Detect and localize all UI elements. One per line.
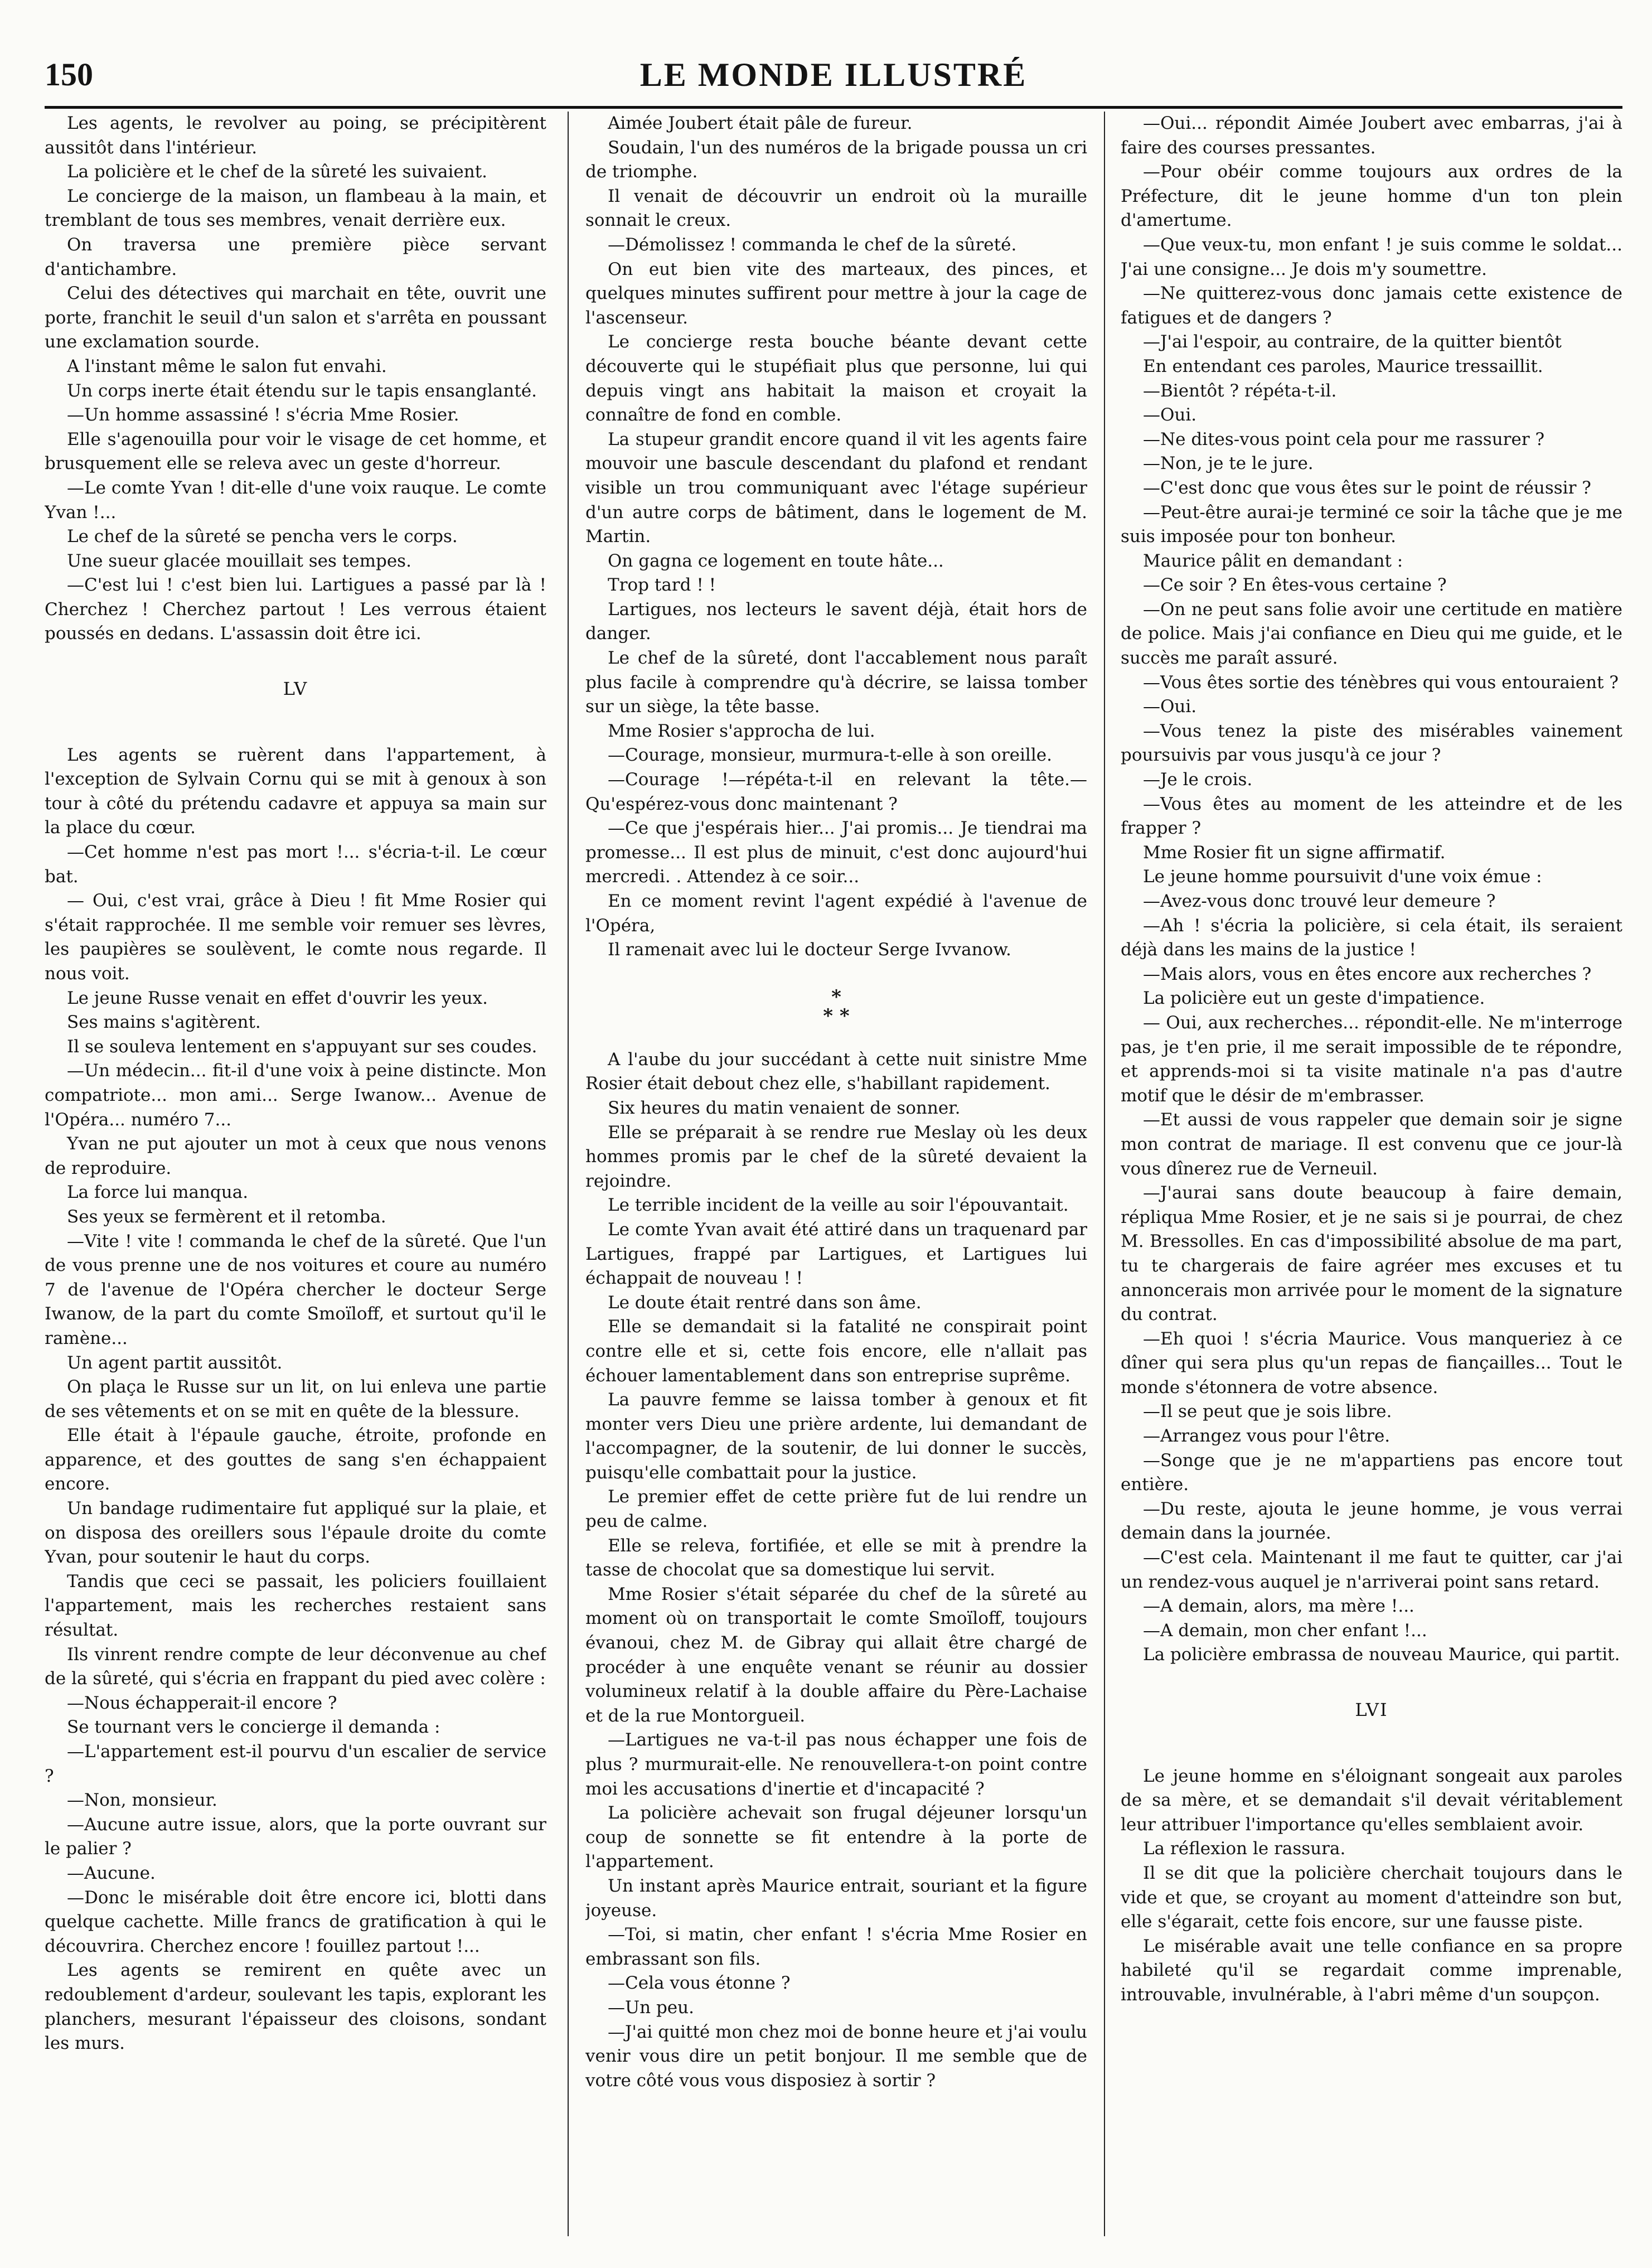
- paragraph: —Lartigues ne va-t-il pas nous échapper une fois de plus ? murmurait-elle. Ne renouvellera-t-on point contre moi les accusations d'inertie et d'incapacité ?: [585, 1730, 1087, 1799]
- paragraph: Elle s'agenouilla pour voir le visage de cet homme, et brusquement elle se releva avec un geste d'horreur.: [45, 429, 546, 474]
- paragraph: —Cet homme n'est pas mort !... s'écria-t-il. Le cœur bat.: [45, 842, 546, 887]
- page-number: 150: [45, 56, 93, 93]
- paragraph: —Avez-vous donc trouvé leur demeure ?: [1143, 891, 1496, 911]
- paragraph: On eut bien vite des marteaux, des pinces, et quelques minutes suffirent pour mettre à jour la cage de l'ascenseur.: [585, 259, 1087, 328]
- paragraph: A l'aube du jour succédant à cette nuit sinistre Mme Rosier était debout chez elle, s'habillant rapidement.: [585, 1049, 1087, 1094]
- paragraph: On traversa une première pièce servant d'antichambre.: [45, 234, 546, 279]
- paragraph: La réflexion le rassura.: [1143, 1839, 1346, 1859]
- paragraph: Aimée Joubert était pâle de fureur.: [608, 113, 913, 133]
- paragraph: Un corps inerte était étendu sur le tapis ensanglanté.: [67, 380, 537, 401]
- paragraph: —Un médecin... fit-il d'une voix à peine distincte. Mon compatriote... mon ami... Serge Iwanow... Avenue de l'Opéra... numéro 7...: [45, 1061, 546, 1130]
- text-column-3: [1121, 112, 1622, 2236]
- paragraph: —A demain, mon cher enfant !...: [1143, 1620, 1427, 1641]
- paragraph: —Songe que je ne m'appartiens pas encore tout entière.: [1121, 1450, 1622, 1495]
- paragraph: Le misérable avait une telle confiance en sa propre habileté qu'il se regardait comme imprenable, introuvable, invulnérable, à l'abri même d'un soupçon.: [1121, 1936, 1622, 2005]
- paragraph: Un instant après Maurice entrait, souriant et la figure joyeuse.: [585, 1875, 1087, 1921]
- paragraph: —Ce soir ? En êtes-vous certaine ?: [1143, 575, 1447, 596]
- paragraph: Ses yeux se fermèrent et il retomba.: [67, 1206, 386, 1227]
- paragraph: La stupeur grandit encore quand il vit les agents faire mouvoir une bascule descendant du plafond et rendant visible un trou communiquant avec l'étage supérieur d'un autre corps de bâtiment, dans le logement de M. Martin.: [585, 429, 1087, 547]
- paragraph: Mme Rosier s'était séparée du chef de la sûreté au moment où on transportait le comte Smoïloff, toujours évanoui, chez M. de Gibray qui allait être chargé de procéder à une enquête venant se réunir au dossier volumineux relatif à la double affaire du Père-Lachaise et de la rue Montorgueil.: [585, 1584, 1087, 1726]
- paragraph: Les agents se remirent en quête avec un redoublement d'ardeur, soulevant les tapis, explorant les planchers, mesurant l'épaisseur des cloisons, sondant les murs.: [45, 1960, 546, 2054]
- paragraph: —Ah ! s'écria la policière, si cela était, ils seraient déjà dans les mains de la justice !: [1121, 915, 1622, 960]
- paragraph: A l'instant même le salon fut envahi.: [67, 356, 387, 376]
- paragraph: Mme Rosier s'approcha de lui.: [608, 720, 875, 741]
- paragraph: —Vous êtes au moment de les atteindre et de les frapper ?: [1121, 794, 1622, 839]
- paragraph: — Oui, aux recherches... répondit-elle. Ne m'interroge pas, je t'en prie, il me serait impossible de te répondre, et apprends-moi si ta visite matinale n'a pas d'autre motif que le désir de m'embrasser.: [1121, 1012, 1622, 1106]
- paragraph: Il venait de découvrir un endroit où la muraille sonnait le creux.: [585, 186, 1087, 231]
- paragraph: Elle était à l'épaule gauche, étroite, profonde en apparence, et des gouttes de sang s'en échappaient encore.: [45, 1425, 546, 1495]
- paragraph: Il ramenait avec lui le docteur Serge Ivvanow.: [608, 940, 1011, 960]
- paragraph: Le terrible incident de la veille au soir l'épouvantait.: [608, 1195, 1069, 1216]
- header-rule: [45, 106, 1622, 109]
- paragraph: Le comte Yvan avait été attiré dans un traquenard par Lartigues, frappé par Lartigues, et Lartigues lui échappait de nouveau ! !: [585, 1219, 1087, 1289]
- paragraph: —J'aurai sans doute beaucoup à faire demain, répliqua Mme Rosier, et je ne sais si je pourrai, de chez M. Bressolles. En cas d'impossibilité absolue de ma part, tu te chargerais de faire agréer mes excuses et tu annoncerais mon arrivée pour le moment de la signature du contrat.: [1121, 1183, 1622, 1325]
- text-column-1: [45, 112, 546, 2236]
- paragraph: —Et aussi de vous rappeler que demain soir je signe mon contrat de mariage. Il est convenu que ce jour-là vous dînerez rue de Verneuil.: [1121, 1110, 1622, 1179]
- paragraph: —Il se peut que je sois libre.: [1143, 1401, 1392, 1422]
- paragraph: —Un homme assassiné ! s'écria Mme Rosier.: [67, 405, 459, 425]
- paragraph: —On ne peut sans folie avoir une certitude en matière de police. Mais j'ai confiance en Dieu qui me guide, et le succès me paraît assuré.: [1121, 599, 1622, 669]
- paragraph: Elle se préparait à se rendre rue Meslay où les deux hommes promis par le chef de la sûreté devaient la rejoindre.: [585, 1122, 1087, 1191]
- paragraph: Les agents se ruèrent dans l'appartement, à l'exception de Sylvain Cornu qui se mit à genoux à son tour à côté du prétendu cadavre et appuya sa main sur la place du cœur.: [45, 744, 546, 838]
- paragraph: Ses mains s'agitèrent.: [67, 1012, 261, 1033]
- column-divider: [1104, 112, 1105, 2236]
- paragraph: Elle se releva, fortifiée, et elle se mit à prendre la tasse de chocolat que sa domestique lui servit.: [585, 1535, 1087, 1580]
- paragraph: Ils vinrent rendre compte de leur déconvenue au chef de la sûreté, qui s'écria en frappant du pied avec colère :: [45, 1644, 546, 1689]
- paragraph: — Oui, c'est vrai, grâce à Dieu ! fit Mme Rosier qui s'était rapprochée. Il me semble voir remuer ses lèvres, les paupières se soulèvent, le comte nous regarde. Il nous voit.: [45, 891, 546, 984]
- paragraph: Maurice pâlit en demandant :: [1143, 550, 1403, 571]
- paragraph: —Je le crois.: [1143, 770, 1253, 790]
- paragraph: Se tournant vers le concierge il demanda :: [67, 1717, 440, 1738]
- paragraph: —Que veux-tu, mon enfant ! je suis comme le soldat... J'ai une consigne... Je dois m'y soumettre.: [1121, 234, 1622, 279]
- text-column-2: [585, 112, 1087, 2236]
- paragraph: —Toi, si matin, cher enfant ! s'écria Mme Rosier en embrassant son fils.: [585, 1924, 1087, 1969]
- paragraph: Le jeune homme poursuivit d'une voix émue :: [1143, 867, 1542, 887]
- paragraph: —C'est donc que vous êtes sur le point de réussir ?: [1143, 477, 1591, 498]
- paragraph: —Un peu.: [608, 1997, 694, 2018]
- column-divider: [568, 112, 569, 2236]
- paragraph: —Le comte Yvan ! dit-elle d'une voix rauque. Le comte Yvan !...: [45, 477, 546, 523]
- paragraph: —Non, monsieur.: [67, 1790, 217, 1811]
- paragraph: Six heures du matin venaient de sonner.: [608, 1097, 961, 1118]
- paragraph: Elle se demandait si la fatalité ne conspirait point contre elle et si, cette fois encore, elle n'allait pas échouer lamentablement dans son entreprise suprême.: [585, 1317, 1087, 1386]
- paragraph: —J'ai l'espoir, au contraire, de la quitter bientôt: [1143, 332, 1562, 352]
- paragraph: —C'est lui ! c'est bien lui. Lartigues a passé par là ! Cherchez ! Cherchez partout ! Les verrous étaient poussés en dedans. L'assassin doit être ici.: [45, 575, 546, 644]
- paragraph: —Cela vous étonne ?: [608, 1973, 791, 1994]
- paragraph: —Nous échapperait-il encore ?: [67, 1692, 337, 1713]
- paragraph: Le chef de la sûreté, dont l'accablement nous paraît plus facile à comprendre qu'à décrire, se laissa tomber sur un siège, la tête basse.: [585, 648, 1087, 717]
- paragraph: —L'appartement est-il pourvu d'un escalier de service ?: [45, 1742, 546, 1786]
- paragraph: Un agent partit aussitôt.: [67, 1352, 283, 1373]
- paragraph: Une sueur glacée mouillait ses tempes.: [67, 550, 411, 571]
- paragraph: La policière et le chef de la sûreté les suivaient.: [67, 162, 488, 182]
- chapter-heading: LVI: [1355, 1699, 1388, 1720]
- paragraph: Soudain, l'un des numéros de la brigade poussa un cri de triomphe.: [585, 137, 1087, 182]
- paragraph: La policière achevait son frugal déjeuner lorsqu'un coup de sonnette se fit entendre à la porte de l'appartement.: [585, 1803, 1087, 1872]
- paragraph: La policière embrassa de nouveau Maurice, qui partit.: [1143, 1645, 1620, 1665]
- paragraph: —Oui.: [1143, 405, 1197, 425]
- paragraph: Il se souleva lentement en s'appuyant sur ses coudes.: [67, 1036, 537, 1057]
- paragraph: Tandis que ceci se passait, les policiers fouillaient l'appartement, mais les recherches restaient sans résultat.: [45, 1571, 546, 1641]
- paragraph: —Courage !—répéta-t-il en relevant la tête.—Qu'espérez-vous donc maintenant ?: [585, 770, 1087, 814]
- paragraph: —J'ai quitté mon chez moi de bonne heure et j'ai voulu venir vous dire un petit bonjour. Il me semble que de votre côté vous vous disposiez à sortir ?: [585, 2022, 1087, 2091]
- paragraph: Le chef de la sûreté se pencha vers le corps.: [67, 526, 458, 547]
- paragraph: Le concierge resta bouche béante devant cette découverte qui le stupéfiait plus que personne, lui qui depuis vingt ans habitait la maison et croyait la connaître de fond en comble.: [585, 332, 1087, 425]
- page-header: [45, 56, 1622, 106]
- paragraph: —Ne dites-vous point cela pour me rassurer ?: [1143, 429, 1545, 449]
- paragraph: Le jeune homme en s'éloignant songeait aux paroles de sa mère, et se demandait s'il devait véritablement leur attribuer l'importance qu'elles semblaient avoir.: [1121, 1766, 1622, 1835]
- asterism-stars: * *: [823, 1004, 850, 1027]
- paragraph: Les agents, le revolver au poing, se précipitèrent aussitôt dans l'intérieur.: [45, 113, 546, 158]
- paragraph: Lartigues, nos lecteurs le savent déjà, était hors de danger.: [585, 599, 1087, 644]
- paragraph: —A demain, alors, ma mère !...: [1143, 1596, 1414, 1617]
- paragraph: —Eh quoi ! s'écria Maurice. Vous manqueriez à ce dîner qui sera plus qu'un repas de fiançailles... Tout le monde s'étonnera de votre absence.: [1121, 1328, 1622, 1397]
- paragraph: —Peut-être aurai-je terminé ce soir la tâche que je me suis imposée pour ton bonheur.: [1121, 502, 1622, 547]
- paragraph: —Vite ! vite ! commanda le chef de la sûreté. Que l'un de vous prenne une de nos voitures et coure au numéro 7 de l'avenue de l'Opéra chercher le docteur Serge Iwanow, de la part du comte Smoïloff, et surtout qu'il le ramène...: [45, 1231, 546, 1348]
- paragraph: Mme Rosier fit un signe affirmatif.: [1143, 842, 1446, 863]
- paragraph: —Aucune autre issue, alors, que la porte ouvrant sur le palier ?: [45, 1814, 546, 1859]
- paragraph: Yvan ne put ajouter un mot à ceux que nous venons de reproduire.: [45, 1134, 546, 1178]
- paragraph: —Oui.: [1143, 697, 1197, 717]
- paragraph: Le concierge de la maison, un flambeau à la main, et tremblant de tous ses membres, venait derrière eux.: [45, 186, 546, 231]
- paragraph: La pauvre femme se laissa tomber à genoux et fit monter vers Dieu une prière ardente, lui demandant de l'accompagner, de la soutenir, de lui donner le succès, puisqu'elle combattait pour la justice.: [585, 1390, 1087, 1483]
- paragraph: On plaça le Russe sur un lit, on lui enleva une partie de ses vêtements et on se mit en quête de la blessure.: [45, 1377, 546, 1421]
- publication-title: LE MONDE ILLUSTRÉ: [640, 56, 1028, 93]
- section-break-asterism: [585, 985, 1087, 1027]
- chapter-heading: LV: [283, 678, 308, 700]
- paragraph: La policière eut un geste d'impatience.: [1143, 988, 1485, 1009]
- asterism-star: *: [831, 985, 841, 1008]
- paragraph: —Démolissez ! commanda le chef de la sûreté.: [608, 234, 1017, 255]
- paragraph: Celui des détectives qui marchait en tête, ouvrit une porte, franchit le seuil d'un salon et s'arrêta en poussant une exclamation sourde.: [45, 283, 546, 352]
- paragraph: Le jeune Russe venait en effet d'ouvrir les yeux.: [67, 988, 488, 1008]
- paragraph: —Vous êtes sortie des ténèbres qui vous entouraient ?: [1143, 672, 1619, 693]
- paragraph: —Mais alors, vous en êtes encore aux recherches ?: [1143, 964, 1592, 984]
- paragraph: On gagna ce logement en toute hâte...: [608, 550, 944, 571]
- paragraph: —Donc le misérable doit être encore ici, blotti dans quelque cachette. Mille francs de gratification à qui le découvrira. Cherchez encore ! fouillez partout !...: [45, 1887, 546, 1956]
- paragraph: —Ce que j'espérais hier... J'ai promis... Je tiendrai ma promesse... Il est plus de minuit, c'est donc aujourd'hui mercredi. . Attendez à ce soir...: [585, 818, 1087, 887]
- paragraph: —Du reste, ajouta le jeune homme, je vous verrai demain dans la journée.: [1121, 1498, 1622, 1544]
- paragraph: La force lui manqua.: [67, 1182, 249, 1203]
- paragraph: —Non, je te le jure.: [1143, 453, 1314, 474]
- paragraph: En ce moment revint l'agent expédié à l'avenue de l'Opéra,: [585, 891, 1087, 936]
- paragraph: En entendant ces paroles, Maurice tressaillit.: [1143, 356, 1543, 376]
- paragraph: —Bientôt ? répéta-t-il.: [1143, 380, 1337, 401]
- paragraph: —Aucune.: [67, 1863, 156, 1883]
- paragraph: —Oui... répondit Aimée Joubert avec embarras, j'ai à faire des courses pressantes.: [1121, 113, 1622, 158]
- paragraph: —Pour obéir comme toujours aux ordres de la Préfecture, dit le jeune homme d'un ton plein d'amertume.: [1121, 162, 1622, 231]
- paragraph: Il se dit que la policière cherchait toujours dans le vide et que, se croyant au moment d'atteindre son but, elle s'égarait, cette fois encore, sur une fausse piste.: [1121, 1863, 1622, 1932]
- paragraph: —Courage, monsieur, murmura-t-elle à son oreille.: [608, 745, 1052, 766]
- paragraph: Un bandage rudimentaire fut appliqué sur la plaie, et on disposa des oreillers sous l'épaule droite du comte Yvan, pour soutenir le haut du corps.: [45, 1498, 546, 1568]
- paragraph: —Vous tenez la piste des misérables vainement poursuivis par vous jusqu'à ce jour ?: [1121, 720, 1622, 766]
- paragraph: —Ne quitterez-vous donc jamais cette existence de fatigues et de dangers ?: [1121, 283, 1622, 328]
- paragraph: —C'est cela. Maintenant il me faut te quitter, car j'ai un rendez-vous auquel je n'arriverai point sans retard.: [1121, 1548, 1622, 1592]
- paragraph: Le doute était rentré dans son âme.: [608, 1292, 922, 1313]
- paragraph: Trop tard ! !: [608, 575, 716, 596]
- paragraph: Le premier effet de cette prière fut de lui rendre un peu de calme.: [585, 1487, 1087, 1532]
- paragraph: —Arrangez vous pour l'être.: [1143, 1426, 1391, 1447]
